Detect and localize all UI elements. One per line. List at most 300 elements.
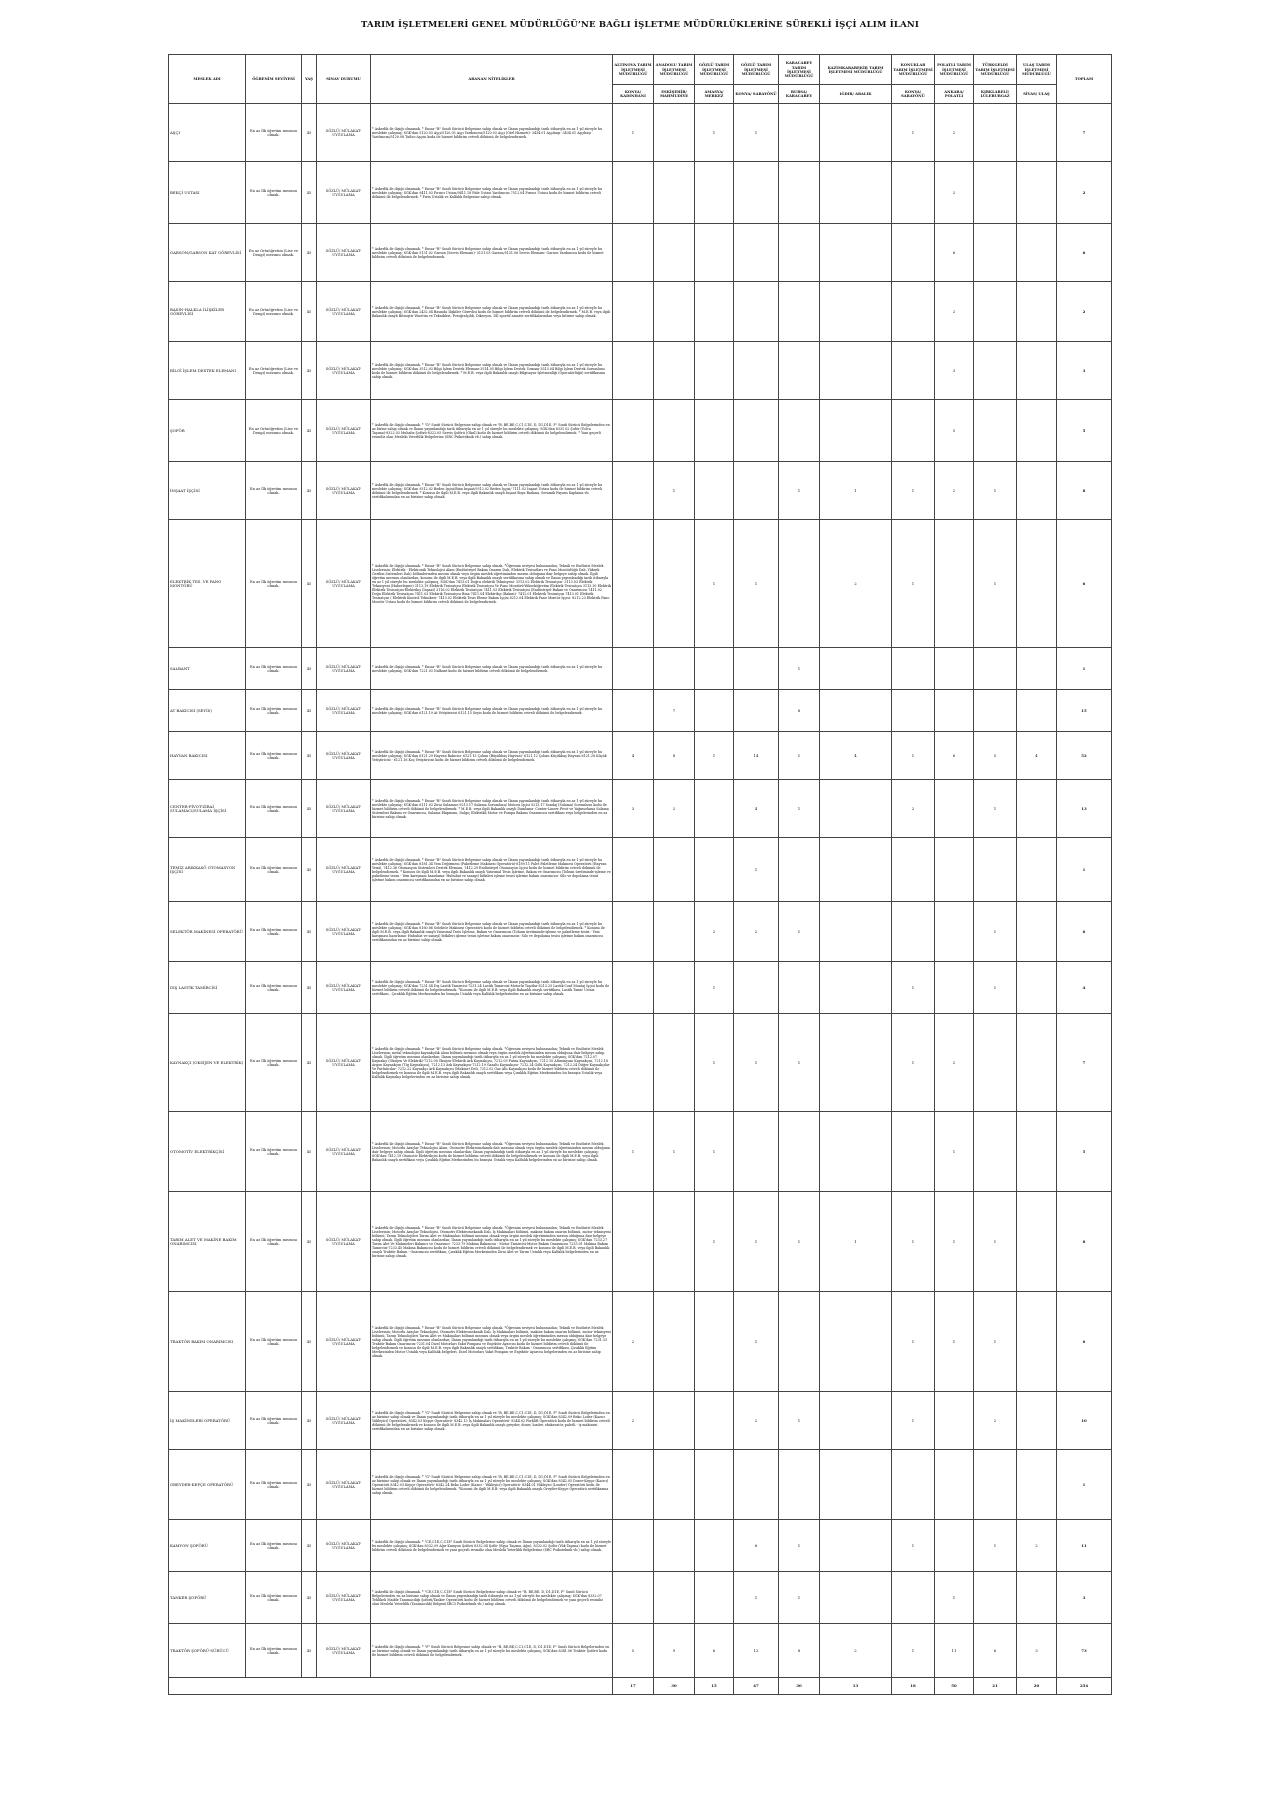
- count-cell: [892, 902, 935, 962]
- count-cell: [974, 400, 1017, 462]
- unit-sum-cell: 21: [974, 1678, 1017, 1695]
- table-row: [169, 1392, 1112, 1450]
- count-cell: [613, 1450, 654, 1520]
- count-cell: [820, 1392, 892, 1450]
- yas-cell: 45: [302, 342, 317, 400]
- count-cell: [935, 690, 974, 732]
- count-cell: [1017, 838, 1057, 902]
- table-row: [169, 1572, 1112, 1624]
- count-cell: [892, 224, 935, 282]
- count-cell: [779, 962, 820, 1014]
- sinav-cell: SÖZLÜ/ MÜLAKAT-UYGULAMA: [317, 648, 371, 690]
- ogrenim-cell: En az İlk öğretim mezunu olmak.: [246, 1450, 302, 1520]
- header-unit: ANADOLU TARIM İŞLETMESİ MÜDÜRLÜĞÜ: [654, 55, 695, 85]
- row-total-cell: 7: [1057, 1014, 1112, 1112]
- nitelik-cell: * Askerlik ile ilişiği olmamak. * Ensar "B" Sınıfı Sürücü Belgesine sahip olmak ve İlanın yayımlandığı tarih itibarıyla en az 1 yıl süreyle bu meslekte çalışmış; SGK'dan 2432.04 Basında İlişkiler Görevlisi kodu ile hizmet bildirim cetveli dökümü ile belgelendirmek. * M.E.B. veya ilgili Bakanlık onaylı Bitmiştir Yönetim ve Teknikleri, Fotoğrafçılık, Dikseyon, Dİİ sportif amatör sertifikalarından veya bitirme sahip olmak.: [371, 282, 613, 342]
- count-cell: [1017, 1572, 1057, 1624]
- sinav-cell: SÖZLÜ/ MÜLAKAT-UYGULAMA: [317, 342, 371, 400]
- count-cell: [654, 400, 695, 462]
- count-cell: 1: [974, 1292, 1017, 1392]
- count-cell: [820, 282, 892, 342]
- nitelik-cell: * Askerlik ile ilişiği olmamak. * Ensar "B" Sınıfı Sürücü Belgesine sahip olmak. *Öğrenim seviyesi bulunmadan; Teknik ve Endüstri Meslek Liselerinin; Motorlu Araçlar Teknolojisi, Otomotiv Elektromekanik Dalı, İş Makinaları bölümü, makine bakım onarım bölümü, motor teknisyeni bölümü, Tarım Teknolojileri Tarım Alet ve Makinaları bölümü mezunu olmak veya örgün meslek öğretiminden mezun olduğuna dair belgeye sahip olmak. İlgili öğretim mezunu olanlardan; İlanın yayımlandığı tarih itibarıyla en az 1 yıl süreyle bu meslekte çalışmış; SGK'dan 7231.33 Traktör Bakım Onarımcısı-7231.04 Dizel Motorları Yakıt Pompası ve Enjektör Ayarcısı kodu ile hizmet bildirim cetveli dökümü ile belgelendirmek ve konusu ile ilgili M.E.B. veya ilgili Bakanlık onaylı sertifikası, Traktör Bakım - Onarımcısı sertifikası, Çıraklık Eğitim Merkezinden Motor Ustalık veya Kalfalık belgeleri, Dizel Motorları Yakıt Pompası ve Enjektör Ayarcısı belgelerinden en az birisine sahip olmak.: [371, 1292, 613, 1392]
- unit-sum-cell: 20: [1017, 1678, 1057, 1695]
- page-title: TARIM İŞLETMELERİ GENEL MÜDÜRLÜĞÜ’NE BAĞLI İŞLETME MÜDÜRLÜKLERİNE SÜREKLİ İŞÇİ ALIM İLANI: [360, 20, 920, 30]
- nitelik-cell: * Askerlik ile ilişiği olmamak. * Ensar "B" Sınıfı Sürücü Belgesine sahip olmak ve İlanın yayımlandığı tarih itibarıyla en az 1 yıl süreyle bu meslekte çalışmış; SGK'dan 6121.29 Hayvan Bakıcısı- 6121.13 Çoban (Büyükbaş Hayvan)- 6121.12 Çoban Küçükbaş Hayvan 6121.28 Küçük Yetiştiricisi - 6121.16 Koç Yetiştiricisi kodu ile hizmet bildirim cetveli dökümü ile belgelendirmek.: [371, 732, 613, 780]
- meslek-cell: ELEKTRİK TES. VE PANO MONTÖRÜ: [169, 520, 246, 648]
- count-cell: 1: [820, 1192, 892, 1292]
- yas-cell: 45: [302, 1014, 317, 1112]
- count-cell: [613, 1014, 654, 1112]
- row-total-cell: 3: [1057, 342, 1112, 400]
- header-location: KONYA/ SARAYÖNÜ: [734, 85, 779, 104]
- count-cell: 4: [1017, 732, 1057, 780]
- count-cell: 1: [695, 1112, 734, 1192]
- count-cell: 1: [892, 1292, 935, 1392]
- count-cell: [613, 520, 654, 648]
- count-cell: [820, 648, 892, 690]
- count-cell: 1: [892, 520, 935, 648]
- meslek-cell: CENTER-PİVOT-ZİRAİ SULAMACI/SULAMA İŞÇİSİ: [169, 780, 246, 838]
- count-cell: [613, 1572, 654, 1624]
- count-cell: 5: [935, 400, 974, 462]
- nitelik-cell: * Askerlik ile ilişiği olmamak. * "CE,C1E,C,C1E" Sınıfı Sürücü Belgelerine sahip olmak ve İlanın yayımlandığı tarih itibarıyla en az 1 yıl süreyle bu meslekte çalışmış; SGK'dan 8332.09 Ağır Kamyon Şoförü 8332.04 Şoför (Eşya Taşıma, Ağır), 8332.02 Şoför (Yük Taşıma) kodu ile hizmet bildirim cetveli dökümü ile belgelendirmek ve yanı geçerli resmiliz olan Mesleki Yeterlilik Belgelerine (SRC Psikoteknik vb.) sahip olmak.: [371, 1520, 613, 1572]
- meslek-cell: TANKER ŞOFÖRÜ: [169, 1572, 246, 1624]
- yas-cell: 45: [302, 648, 317, 690]
- sinav-cell: SÖZLÜ/ MÜLAKAT-UYGULAMA: [317, 224, 371, 282]
- meslek-cell: BEKÇİ USTASI: [169, 162, 246, 224]
- table-row: [169, 462, 1112, 520]
- count-cell: [1017, 962, 1057, 1014]
- meslek-cell: TRAKTÖR BAKIM ONARIMCISI: [169, 1292, 246, 1392]
- count-cell: [935, 648, 974, 690]
- count-cell: 8: [779, 690, 820, 732]
- table-row: [169, 780, 1112, 838]
- count-cell: [613, 962, 654, 1014]
- yas-cell: 45: [302, 1112, 317, 1192]
- nitelik-cell: * Askerlik ile ilişiği olmamak. * Ensar "B" Sınıfı Sürücü Belgesine sahip olmak ve İlanın yayımlandığı tarih itibarıyla en az 1 yıl süreyle bu meslekte çalışmış; SGK'dan 5120.03 Aşçı/5120.05 Aşçı Yardımcısı/5120.03 Aşçı (Otel Hizmeti)- 3434.01 Aşçıbaşı- 3434.01 Aşçıbaşı Yardımcısı/5120.08 Tatlıcı-Aşçısı koda ile hizmet bildirim cetveli dökümü ile belgelendirmek.: [371, 104, 613, 162]
- ogrenim-cell: En az İlk öğretim mezunu olmak.: [246, 780, 302, 838]
- ogrenim-cell: En az İlk öğretim mezunu olmak.: [246, 690, 302, 732]
- count-cell: 1: [779, 732, 820, 780]
- count-cell: [1017, 1392, 1057, 1450]
- count-cell: [820, 1112, 892, 1192]
- sinav-cell: SÖZLÜ/ MÜLAKAT-UYGULAMA: [317, 1520, 371, 1572]
- ogrenim-cell: En az İlk öğretim mezunu olmak.: [246, 732, 302, 780]
- count-cell: 2: [935, 162, 974, 224]
- ogrenim-cell: En az Ortaöğretim (Lise ve Dengi) mezunu olmak.: [246, 224, 302, 282]
- header-yas: YAŞ: [302, 55, 317, 104]
- count-cell: [654, 342, 695, 400]
- count-cell: [654, 1192, 695, 1292]
- count-cell: [935, 1450, 974, 1520]
- count-cell: [734, 962, 779, 1014]
- count-cell: [892, 400, 935, 462]
- nitelik-cell: * Askerlik ile ilişiği olmamak. * Ensar "B" Sınıfı Sürücü Belgesine sahip olmak. *Öğrenim seviyesi bulunmadan; Teknik ve Endüstri Meslek Liselerinin; Motorlu Araçlar Teknolojisi Alanı, Otomotiv Elektromekanik dalı mezunu olmak veya örgün meslek öğretiminden mezun olduğuna dair belgeye sahip olmak. İlgili öğretim mezunu olanlardan; İlanın yayımlandığı tarih itibarıyla en az 1 yıl süreyle bu meslekte çalışmış; SGK'dan 7412.19 Otomotiv Elektrikçisi kodu ile hizmet bildirim cetveli dökümü ile belgelendirmek ve konusu ile ilgili M.E.B. veya ilgili Bakanlık onaylı sertifikası veya Çıraklık Eğitim Merkezinden bu branşta Ustalık veya Kalfalık belgelerinden en az birisine sahip olmak.: [371, 1112, 613, 1192]
- ogrenim-cell: En az İlk öğretim mezunu olmak.: [246, 1014, 302, 1112]
- unit-sum-cell: 13: [820, 1678, 892, 1695]
- meslek-cell: İNŞAAT İŞÇİSİ: [169, 462, 246, 520]
- unit-sum-cell: 30: [654, 1678, 695, 1695]
- count-cell: 3: [935, 342, 974, 400]
- table-row: [169, 732, 1112, 780]
- row-total-cell: 15: [1057, 690, 1112, 732]
- count-cell: 9: [654, 1624, 695, 1678]
- count-cell: [1017, 1292, 1057, 1392]
- row-total-cell: 1: [1057, 648, 1112, 690]
- count-cell: [734, 1450, 779, 1520]
- table-row: [169, 690, 1112, 732]
- table-row: [169, 1112, 1112, 1192]
- count-cell: [892, 1112, 935, 1192]
- sum-label-cell: [169, 1678, 613, 1695]
- count-cell: [820, 1520, 892, 1572]
- count-cell: [974, 224, 1017, 282]
- ogrenim-cell: En az İlk öğretim mezunu olmak.: [246, 1192, 302, 1292]
- row-total-cell: 11: [1057, 1520, 1112, 1572]
- count-cell: [779, 400, 820, 462]
- count-cell: [935, 962, 974, 1014]
- count-cell: 1: [892, 1392, 935, 1450]
- yas-cell: 45: [302, 162, 317, 224]
- table-row: [169, 1292, 1112, 1392]
- count-cell: 2: [654, 780, 695, 838]
- row-total-cell: 13: [1057, 780, 1112, 838]
- count-cell: [974, 1572, 1017, 1624]
- count-cell: [654, 1392, 695, 1450]
- meslek-cell: GARSON/GARSON KAT GÖREVLİSİ: [169, 224, 246, 282]
- count-cell: 1: [892, 1192, 935, 1292]
- count-cell: 4: [734, 780, 779, 838]
- row-total-cell: 6: [1057, 1292, 1112, 1392]
- table-row: [169, 400, 1112, 462]
- count-cell: [974, 690, 1017, 732]
- row-total-cell: 1: [1057, 1450, 1112, 1520]
- count-cell: [779, 838, 820, 902]
- header-location: KONYA/ SARAYÖNÜ: [892, 85, 935, 104]
- sinav-cell: SÖZLÜ/ MÜLAKAT-UYGULAMA: [317, 162, 371, 224]
- count-cell: [695, 400, 734, 462]
- header-location: BURSA/ KARACABEY: [779, 85, 820, 104]
- unit-sum-cell: 50: [935, 1678, 974, 1695]
- yas-cell: 45: [302, 780, 317, 838]
- count-cell: [820, 1292, 892, 1392]
- ogrenim-cell: En az İlk öğretim mezunu olmak.: [246, 520, 302, 648]
- count-cell: [1017, 780, 1057, 838]
- count-cell: 1: [974, 780, 1017, 838]
- header-unit: POLATLI TARIM İŞLETMESİ MÜDÜRLÜĞÜ: [935, 55, 974, 85]
- count-cell: [1017, 224, 1057, 282]
- count-cell: [695, 282, 734, 342]
- count-cell: [820, 162, 892, 224]
- count-cell: [734, 282, 779, 342]
- nitelik-cell: * Askerlik ile ilişiği olmamak. * Ensar "B" Sınıfı Sürücü Belgesine sahip olmak ve İlanın yayımlandığı tarih itibarıyla en az 1 yıl süreyle bu meslekte çalışmış; SGK'dan 7221.03 Nalbant kodu ile hizmet bildirim cetveli dökümü ile belgelendirmek.: [371, 648, 613, 690]
- sinav-cell: SÖZLÜ/ MÜLAKAT-UYGULAMA: [317, 104, 371, 162]
- count-cell: 1: [654, 1112, 695, 1192]
- ogrenim-cell: En az İlk öğretim mezunu olmak.: [246, 162, 302, 224]
- table-row: [169, 520, 1112, 648]
- count-cell: [695, 648, 734, 690]
- nitelik-cell: * Askerlik ile ilişiği olmamak. * Ensar "B" Sınıfı Sürücü Belgesine sahip olmak ve İlanın yayımlandığı tarih itibarıyla en az 1 yıl süreyle bu meslekte çalışmış; SGK'dan 6111.03 Zirai Sulamacı-9213.17 Sulama Sorumlusu/ Motoru İşçisi 9213.17 Sondaj (Sulama) Sorumlusu kodu ile hizmet bildirim cetveli dökümü ile belgelendirmek. * M.E.B. veya ilgili Bakanlık onaylı Damlama- Center-Lineer Pivot ve Yağmurlama Sulama Sistemleri Bakımı ve Onarımcısı, Sulama Ekipmanı, Dalgıç Elektrikli Motor ve Pompa Bakımı Onarımcısı sertifikası veya belgelerinden en az birisine sahip olmak.: [371, 780, 613, 838]
- row-total-cell: 8: [1057, 462, 1112, 520]
- yas-cell: 45: [302, 1624, 317, 1678]
- nitelik-cell: * Askerlik ile ilişiği olmamak. * Ensar "B" Sınıfı Sürücü Belgesine sahip olmak ve İlanın yayımlandığı tarih itibarıyla en az 1 yıl süreyle bu meslekte çalışmış; SGK'dan 9312.02 Beden İşçisi/Bina İnşaat/9312.02 Beden İşçisi/ 7111.02 İnşaat Ustası kodu ile hizmet bildirim cetveli dökümü ile belgelendirmek. * Konusu ile ilgili M.E.B. veya ilgili Bakanlık onaylı İnşaat Boya Badana, Seramik Fayans Kaplama vb. sertifikalarından en az birisine sahip olmak.: [371, 462, 613, 520]
- header-location: KIRKLARELİ/ LÜLEBURGAZ: [974, 85, 1017, 104]
- count-cell: [695, 462, 734, 520]
- count-cell: 1: [613, 104, 654, 162]
- unit-sum-cell: 30: [779, 1678, 820, 1695]
- count-cell: [935, 520, 974, 648]
- meslek-cell: TEMİZ ARIKKASÖ OTOMASYON İŞÇİSİ: [169, 838, 246, 902]
- header-nitelik: ARANAN NİTELİKLER: [371, 55, 613, 104]
- count-cell: [1017, 104, 1057, 162]
- yas-cell: 45: [302, 1520, 317, 1572]
- count-cell: [974, 282, 1017, 342]
- count-cell: [1017, 462, 1057, 520]
- count-cell: [654, 1292, 695, 1392]
- count-cell: [654, 962, 695, 1014]
- meslek-cell: SALBANT: [169, 648, 246, 690]
- count-cell: 2: [935, 104, 974, 162]
- ogrenim-cell: En az Ortaöğretim (Lise ve Dengi) mezunu olmak.: [246, 342, 302, 400]
- row-total-cell: 4: [1057, 962, 1112, 1014]
- count-cell: [1017, 400, 1057, 462]
- count-cell: [779, 520, 820, 648]
- count-cell: 2: [820, 1624, 892, 1678]
- count-cell: 7: [654, 690, 695, 732]
- count-cell: [654, 104, 695, 162]
- yas-cell: 45: [302, 962, 317, 1014]
- count-cell: [974, 1112, 1017, 1192]
- count-cell: [695, 162, 734, 224]
- sinav-cell: SÖZLÜ/ MÜLAKAT-UYGULAMA: [317, 690, 371, 732]
- count-cell: [820, 104, 892, 162]
- yas-cell: 45: [302, 1392, 317, 1450]
- ogrenim-cell: En az İlk öğretim mezunu olmak.: [246, 902, 302, 962]
- count-cell: [654, 648, 695, 690]
- table-row: [169, 162, 1112, 224]
- ogrenim-cell: En az İlk öğretim mezunu olmak.: [246, 838, 302, 902]
- count-cell: 1: [779, 1392, 820, 1450]
- table-row: [169, 962, 1112, 1014]
- table-row: [169, 282, 1112, 342]
- nitelik-cell: * Askerlik ile ilişiği olmamak. * "F" Sınıfı Sürücü Belgesine sahip olmak ve "B, BE,BE,C,C1,C1E, D, D1,D1E, F" Sınıfı Sürücü Belgelerinden en az birisine sahip olmak ve İlanın yayımlandığı tarih itibarıyla en az 1 yıl süreyle bu meslekte çalışmış; SGK'dan 8341.06 Traktör Şoförü kodu ile hizmet bildirim cetveli dökümü ile belgelendirmek.: [371, 1624, 613, 1678]
- count-cell: 1: [974, 1520, 1017, 1572]
- header-location: SİVAS/ ULAŞ: [1017, 85, 1057, 104]
- count-cell: 1: [974, 520, 1017, 648]
- header-unit: GÖZLÜ TARIM İŞLETMESİ MÜDÜRLÜĞÜ: [734, 55, 779, 85]
- row-total-cell: 6: [1057, 520, 1112, 648]
- count-cell: 1: [935, 1192, 974, 1292]
- meslek-cell: AŞÇI: [169, 104, 246, 162]
- count-cell: 1: [974, 902, 1017, 962]
- count-cell: [779, 342, 820, 400]
- table-body: [169, 104, 1112, 1695]
- header-unit: KAZIMKARABEKİR TARIM İŞLETMESİ MÜDÜRLÜĞÜ: [820, 55, 892, 85]
- count-cell: [695, 1572, 734, 1624]
- count-cell: [654, 520, 695, 648]
- ogrenim-cell: En az İlk öğretim mezunu olmak.: [246, 104, 302, 162]
- count-cell: [734, 342, 779, 400]
- count-cell: 1: [892, 104, 935, 162]
- meslek-cell: BİLGİ İŞLEM DESTEK ELEMANI: [169, 342, 246, 400]
- meslek-cell: İŞ MAKİNELERİ OPERATÖRÜ: [169, 1392, 246, 1450]
- header-location: KONYA/ KADINHANI: [613, 85, 654, 104]
- sinav-cell: SÖZLÜ/ MÜLAKAT-UYGULAMA: [317, 780, 371, 838]
- unit-sum-cell: 17: [613, 1678, 654, 1695]
- count-cell: [613, 1192, 654, 1292]
- count-cell: [779, 1112, 820, 1192]
- count-cell: [820, 780, 892, 838]
- count-cell: [935, 1520, 974, 1572]
- header-row-units: [169, 55, 1112, 85]
- sinav-cell: SÖZLÜ/ MÜLAKAT-UYGULAMA: [317, 400, 371, 462]
- count-cell: [1017, 902, 1057, 962]
- row-total-cell: 73: [1057, 1624, 1112, 1678]
- count-cell: [779, 104, 820, 162]
- count-cell: [695, 224, 734, 282]
- count-cell: [654, 1520, 695, 1572]
- count-cell: 6: [935, 224, 974, 282]
- count-cell: [695, 1520, 734, 1572]
- table-row: [169, 224, 1112, 282]
- sinav-cell: SÖZLÜ/ MÜLAKAT-UYGULAMA: [317, 1450, 371, 1520]
- count-cell: [820, 1014, 892, 1112]
- yas-cell: 45: [302, 104, 317, 162]
- count-cell: [734, 400, 779, 462]
- count-cell: [654, 1450, 695, 1520]
- count-cell: [613, 902, 654, 962]
- nitelik-cell: * Askerlik ile ilişiği olmamak. * Ensar "B" Sınıfı Sürücü Belgesine sahip olmak. *Öğrenim seviyesi bulunmadan; Teknik ve Endüstri Meslek Liselerinin; Elektrik - Elektronik Teknolojisi Alanı (Endüstriyel Bakım Onarım Dalı, Elektrik Tesisatları ve Pano Montörlüğü Dalı, Yüksek Gerilim Sistemleri Dalı) bölümlerinden mezun olmak veya örgün meslek öğretiminden mezun olduğuna dair belgeye sahip olmak. İlgili öğretim mezunu olanlardan; konusu ile ilgili M.E.B. veya ilgili Bakanlık onaylı sertifikasına sahip olmak ve İlanın yayımlandığı tarih itibarıyla en az 1 yıl süreyle bu meslekte çalışmış; SGK'dan 7413.01 Doğru elektrik Teknisyeni- 3113.02 Elektrik Tesisatçısı- 3113.03 Elektrik Teknisyeni (Haberleşme) 3113.19 Elektrik Tesisatçısı Elektrik Tesisatçısı Ve Pano Montörü-Yükseköğretim Elektrik Tesisatçısı 3113.30 Elektrik Elektrik Tesisatçısı-Elektrikçi (İnşaat) 3116.02 Elektrik Tesisatçısı 7411.03 Elektrik Tesisatçısı (Endüstriyel Bakım ve Onarımcısı 7411.02 Doğu Elektrik Tesisatçısı 7411.03 Elektrik Tesisatçısı Bina 7411.04 Elektrikçi (Bakım)- 7412.01 Elektrik Tesisatçısı 7413.01 Elektrik Tesisatçısı ( Elektrik Kontrol Teknikeri- 7413.02 Elektrik Tesis Eleme Bakım İşçisi 8212.04 Elektrik Pano Montör İşçisi- 8212.23 Elektrik Pano Montör Ustası kodu ile hizmet bildirim cetveli dökümü ile belgelendirmek.: [371, 520, 613, 648]
- count-cell: 6: [935, 732, 974, 780]
- count-cell: [892, 1450, 935, 1520]
- sinav-cell: SÖZLÜ/ MÜLAKAT-UYGULAMA: [317, 1014, 371, 1112]
- meslek-cell: AT BAKICISI (SEYİS): [169, 690, 246, 732]
- count-cell: [613, 224, 654, 282]
- count-cell: [779, 224, 820, 282]
- header-toplam: TOPLAM: [1057, 55, 1112, 104]
- meslek-cell: OTOMOTİV ELEKTRİKÇİSİ: [169, 1112, 246, 1192]
- count-cell: [974, 162, 1017, 224]
- yas-cell: 45: [302, 520, 317, 648]
- sinav-cell: SÖZLÜ/ MÜLAKAT-UYGULAMA: [317, 1624, 371, 1678]
- count-cell: [820, 1450, 892, 1520]
- sinav-cell: SÖZLÜ/ MÜLAKAT-UYGULAMA: [317, 1572, 371, 1624]
- count-cell: 1: [695, 962, 734, 1014]
- count-cell: 5: [613, 1624, 654, 1678]
- count-cell: 1: [734, 1192, 779, 1292]
- nitelik-cell: * Askerlik ile ilişiği olmamak. * Ensar "B" Sınıfı Sürücü Belgesine sahip olmak ve İlanın yayımlandığı tarih itibarıyla en az 1 yıl süreyle bu meslekte çalışmış; SGK'dan 7231.54 Dış Lastik Tamircisi-7231.24 Lastik Tamircisi-Motorlu Taşıtlar 8213.25 Lastik-Conf Montaj İşçisi kodu ile hizmet bildirim cetveli dökümü ile belgelendirmek. *Konusu ile ilgili M.E.B. veya ilgili Bakanlık onaylı sertifikası, Lastik Tamir Ustası sertifikası , Çıraklık Eğitim Merkezinden bu branşta Ustalık veya Kalfalık belgelerinden en az birisine sahip olmak.: [371, 962, 613, 1014]
- count-cell: [654, 224, 695, 282]
- count-cell: [613, 400, 654, 462]
- meslek-cell: HAYVAN BAKICISI: [169, 732, 246, 780]
- yas-cell: 45: [302, 1450, 317, 1520]
- count-cell: [613, 462, 654, 520]
- count-cell: [974, 1450, 1017, 1520]
- meslek-cell: KAYNAKÇI (OKSİJEN VE ELEKTRİK): [169, 1014, 246, 1112]
- yas-cell: 45: [302, 1192, 317, 1292]
- header-unit: KARACABEY TARIM İŞLETMESİ MÜDÜRLÜĞÜ: [779, 55, 820, 85]
- count-cell: 2: [734, 1392, 779, 1450]
- count-cell: 1: [613, 1112, 654, 1192]
- count-cell: [1017, 1014, 1057, 1112]
- row-total-cell: 10: [1057, 1392, 1112, 1450]
- count-cell: 1: [935, 1112, 974, 1192]
- unit-sum-cell: 18: [892, 1678, 935, 1695]
- count-cell: 8: [779, 1624, 820, 1678]
- count-cell: [892, 838, 935, 902]
- row-total-cell: 8: [1057, 1192, 1112, 1292]
- count-cell: [1017, 648, 1057, 690]
- row-total-cell: 5: [1057, 400, 1112, 462]
- count-cell: [892, 690, 935, 732]
- nitelik-cell: * Askerlik ile ilişiği olmamak. * "G" Sınıfı Sürücü Belgesine sahip olmak ve "B, BE,BE,C,C1,C1E, D, D1,D1E, F" Sınıfı Sürücü Belgelerinden en az birisine sahip olmak ve İlanın yayımlandığı tarih itibarıyla en az 1 yıl süreyle bu meslekte çalışmış; SGK'dan 8342.05 Dozer-Kepçe (Kazıcı) Operatörü 8342.03 Kepçe Operatörü- 8342.24 Beko Loder (Kazıcı - Yükleyici) Operatörü- 8344.01 Yükleyici (Loader) Operatörü kodu ile hizmet bildirim cetveli dökümü ile belgelendirmek. *Konusu ile ilgili M.E.B. veya ilgili Bakanlık onaylı Greyder-Kepçe Operatörü sertifikasına sahip olmak.: [371, 1450, 613, 1520]
- count-cell: [779, 1292, 820, 1392]
- row-total-cell: 6: [1057, 902, 1112, 962]
- count-cell: [734, 648, 779, 690]
- nitelik-cell: * Askerlik ile ilişiği olmamak. * Ensar "B" Sınıfı Sürücü Belgesine sahip olmak ve İlanın yayımlandığı tarih itibarıyla en az 1 yıl süreyle bu meslekte çalışmış; SGK'dan 5131.02 Garson (Servis Elemanı)- 5131.05 Garson/5131.06 Servis Elemanı- Garson Yardımcısı kodu ile hizmet bildirim cetveli dökümü ile belgelendirmek.: [371, 224, 613, 282]
- count-cell: [892, 1572, 935, 1624]
- table-row: [169, 838, 1112, 902]
- count-cell: 1: [779, 1014, 820, 1112]
- count-cell: 8: [654, 732, 695, 780]
- nitelik-cell: * Askerlik ile ilişiği olmamak. * Ensar "B" Sınıfı Sürücü Belgesine sahip olmak ve İlanın yayımlandığı tarih itibarıyla en az 1 yıl süreyle bu meslekte çalışmış; SGK'dan 6121.19 At Yetiştiricisi 6121.15 Seyis kodu ile hizmet bildirim cetveli dökümü ile belgelendirmek.: [371, 690, 613, 732]
- sinav-cell: SÖZLÜ/ MÜLAKAT-UYGULAMA: [317, 462, 371, 520]
- header-meslek: MESLEK ADI: [169, 55, 246, 104]
- sinav-cell: SÖZLÜ/ MÜLAKAT-UYGULAMA: [317, 1112, 371, 1192]
- count-cell: 1: [734, 1014, 779, 1112]
- count-cell: 14: [734, 732, 779, 780]
- count-cell: 2: [734, 902, 779, 962]
- header-unit: GÖZLÜ TARIM İŞLETMESİ MÜDÜRLÜĞÜ: [695, 55, 734, 85]
- count-cell: [734, 1112, 779, 1192]
- header-sinav: SINAV DURUMU: [317, 55, 371, 104]
- count-cell: [613, 282, 654, 342]
- nitelik-cell: * Askerlik ile ilişiği olmamak. * Ensar "B" Sınıfı Sürücü Belgesine sahip olmak ve İlanın yayımlandığı tarih itibarıyla en az 1 yıl süreyle bu meslekte çalışmış; SGK'dan 8160.86 Selektör Makinesi Operatörü kodu ile hizmet bildirim cetveli dökümü ile belgelendirmek. * Konusu ile ilgili M.E.B. veya ilgili Bakanlık onaylı Yatırımal Tesis İşletme, Bakım ve Onarımcısı (Tohum üretiminde-işleme ve paketleme tesisi - Yem karışması hazırlama- Hububat ve sanayi) bitkileri işleme tesisi işletme bakım onarımcısı- Silo ve depolama tesisi işletme bakım onarımcısı sertifikasından en az birisine sahip olmak.: [371, 902, 613, 962]
- table-row: [169, 1520, 1112, 1572]
- count-cell: [613, 838, 654, 902]
- count-cell: [892, 282, 935, 342]
- count-cell: [654, 902, 695, 962]
- row-total-cell: 1: [1057, 838, 1112, 902]
- count-cell: 1: [695, 732, 734, 780]
- count-cell: [779, 282, 820, 342]
- grand-total-cell: 254: [1057, 1678, 1112, 1695]
- table-row: [169, 1450, 1112, 1520]
- ogrenim-cell: En az Ortaöğretim (Lise ve Dengi) mezunu olmak.: [246, 282, 302, 342]
- job-table: [168, 54, 1112, 1695]
- count-cell: [892, 648, 935, 690]
- count-cell: 1: [892, 732, 935, 780]
- count-cell: [695, 1450, 734, 1520]
- count-cell: 1: [779, 462, 820, 520]
- count-cell: [1017, 1192, 1057, 1292]
- count-cell: [892, 342, 935, 400]
- count-cell: 1: [779, 780, 820, 838]
- count-cell: [734, 462, 779, 520]
- count-cell: 1: [695, 104, 734, 162]
- count-cell: [974, 1014, 1017, 1112]
- count-cell: 2: [935, 462, 974, 520]
- row-total-cell: 3: [1057, 1572, 1112, 1624]
- count-cell: [820, 962, 892, 1014]
- count-cell: [974, 838, 1017, 902]
- meslek-cell: TARIM ALET VE MAKİNE BAKIM ONARIMCISI: [169, 1192, 246, 1292]
- count-cell: [820, 838, 892, 902]
- table-row: [169, 902, 1112, 962]
- count-cell: 1: [779, 1520, 820, 1572]
- count-cell: 1: [974, 1192, 1017, 1292]
- header-ogrenim: ÖĞRENİM SEVİYESİ: [246, 55, 302, 104]
